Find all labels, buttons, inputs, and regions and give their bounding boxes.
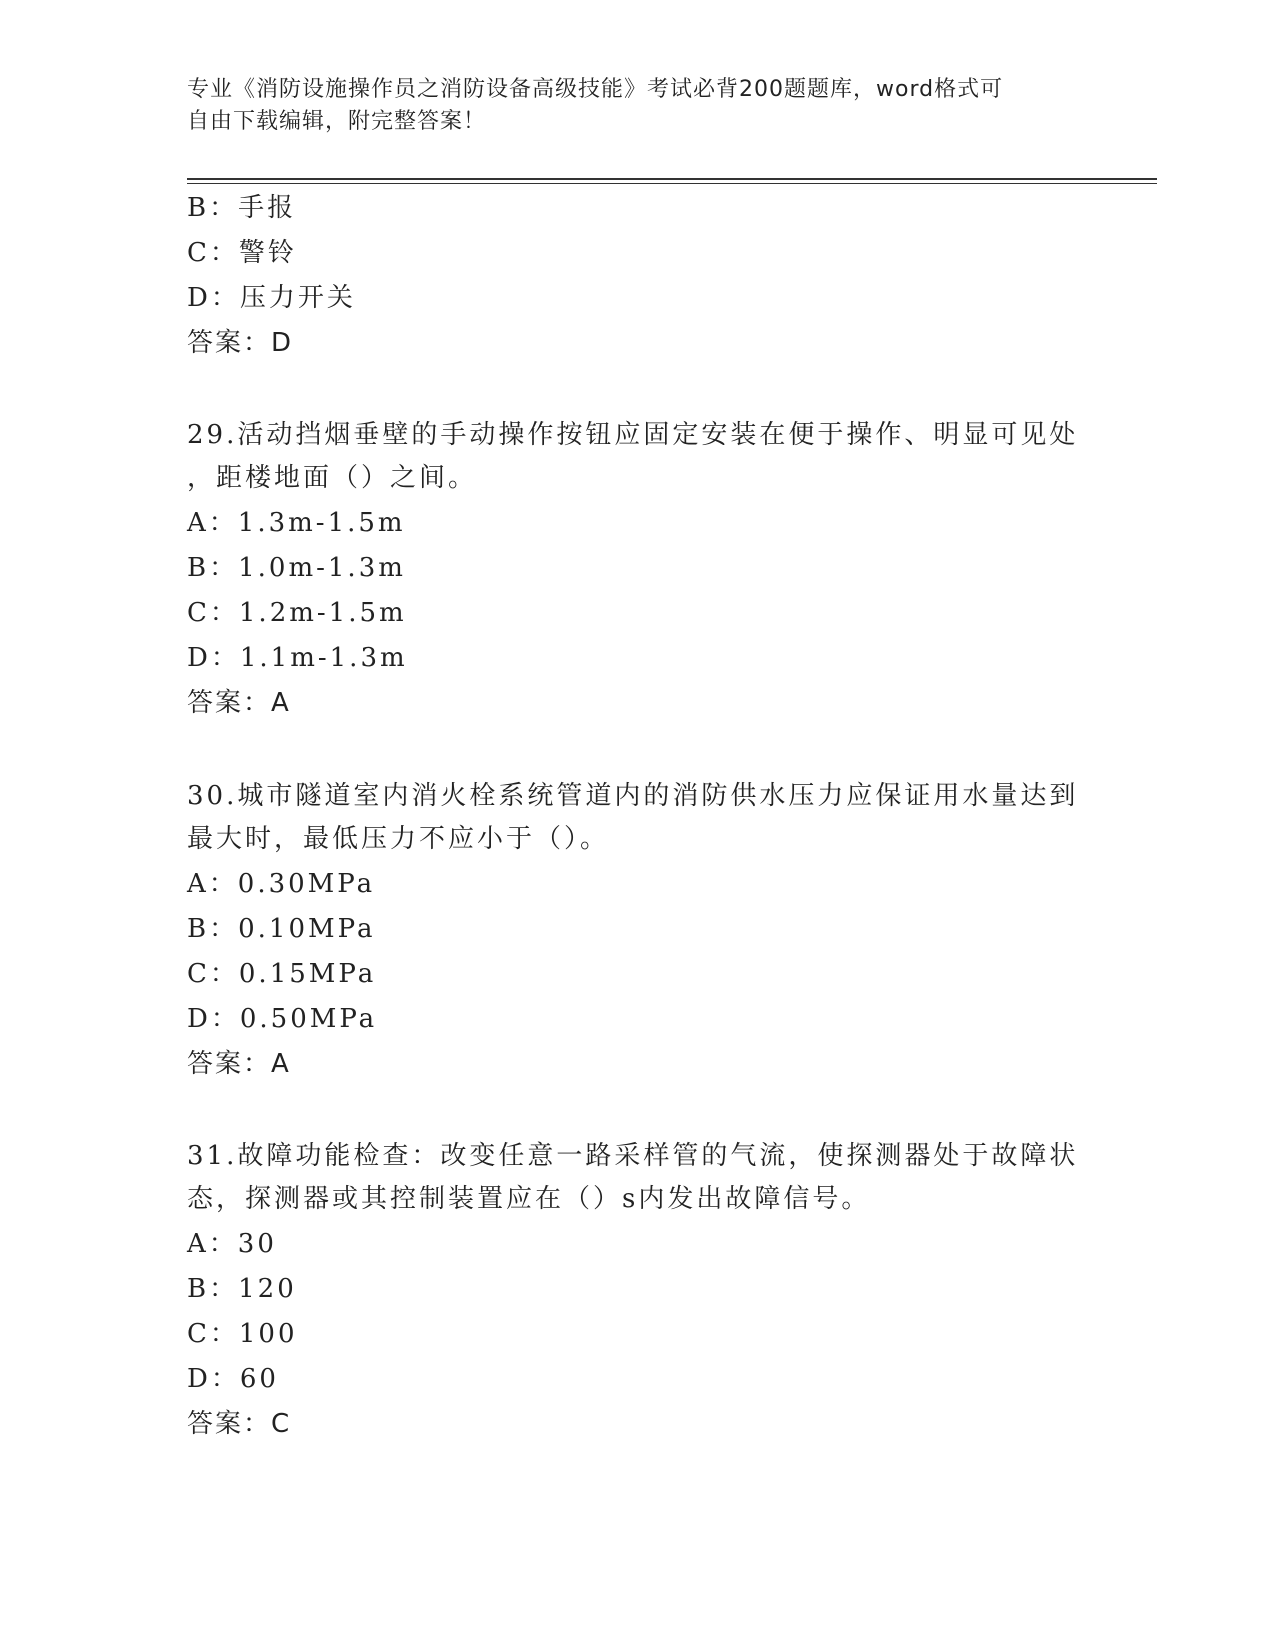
header-rule-thick [187, 178, 1157, 180]
option-c: C：0.15MPa [187, 959, 377, 989]
question-stem-line: ，距楼地面（）之间。 [187, 463, 478, 493]
question-stem-line: 30.城市隧道室内消火栓系统管道内的消防供水压力应保证用水量达到 [187, 781, 1079, 811]
option-d: D：60 [187, 1364, 279, 1394]
header-line-1: 专业《消防设施操作员之消防设备高级技能》考试必背200题题库，word格式可 [187, 77, 1004, 102]
answer: 答案：A [187, 1049, 291, 1079]
option-a: A：0.30MPa [187, 869, 376, 899]
question-stem-line: 29.活动挡烟垂壁的手动操作按钮应固定安装在便于操作、明显可见处 [187, 420, 1079, 450]
option-d: D：压力开关 [187, 283, 356, 313]
option-b: B：1.0m-1.3m [187, 553, 406, 583]
option-c: C：警铃 [187, 238, 297, 268]
header-rule-thin [187, 183, 1157, 184]
document-header [187, 74, 1067, 138]
question-stem-line: 31.故障功能检查：改变任意一路采样管的气流，使探测器处于故障状 [187, 1141, 1079, 1171]
option-a: A：30 [187, 1229, 277, 1259]
option-c: C：1.2m-1.5m [187, 598, 407, 628]
question-stem-line: 态，探测器或其控制装置应在（）s内发出故障信号。 [187, 1184, 871, 1214]
answer: 答案：A [187, 688, 291, 718]
option-d: D：0.50MPa [187, 1004, 378, 1034]
option-c: C：100 [187, 1319, 298, 1349]
option-d: D：1.1m-1.3m [187, 643, 408, 673]
answer: 答案：C [187, 1409, 292, 1439]
option-b: B：0.10MPa [187, 914, 376, 944]
option-b: B：手报 [187, 193, 297, 223]
question-stem-line: 最大时，最低压力不应小于（）。 [187, 824, 610, 854]
answer: 答案：D [187, 328, 294, 358]
option-a: A：1.3m-1.5m [187, 508, 406, 538]
header-line-2: 自由下载编辑，附完整答案！ [187, 109, 487, 134]
option-b: B：120 [187, 1274, 297, 1304]
